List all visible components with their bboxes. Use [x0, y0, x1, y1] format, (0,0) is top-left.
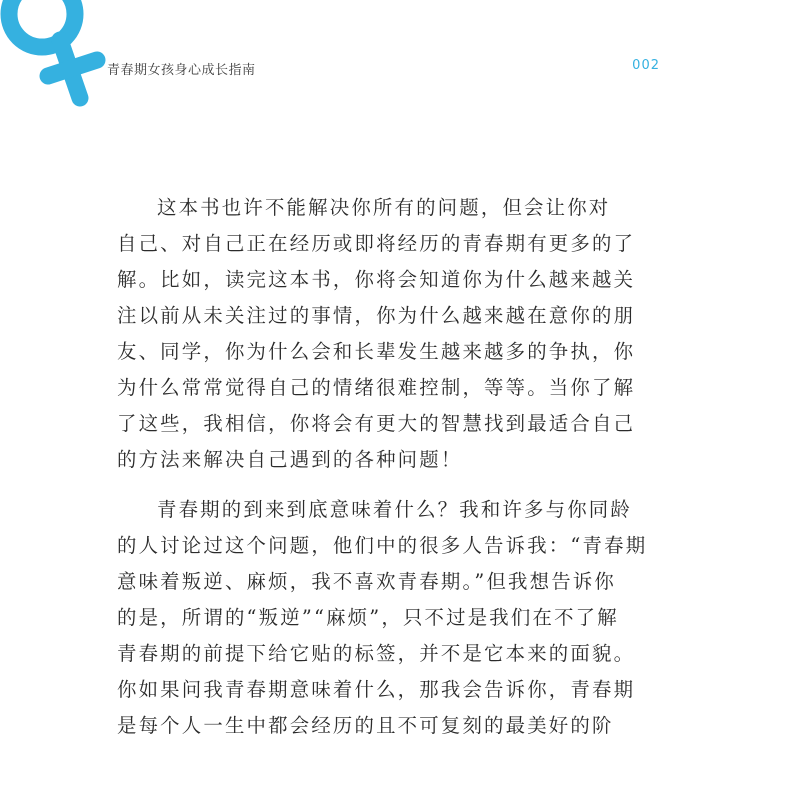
book-title: 青春期女孩身心成长指南	[107, 63, 256, 78]
text-line: 意味着叛逆、麻烦，我不喜欢青春期。”但我想告诉你	[117, 570, 616, 593]
text-line: 的是，所谓的“叛逆”“麻烦”，只不过是我们在不了解	[117, 606, 619, 629]
paragraph	[117, 190, 677, 478]
text-line: 的人讨论过这个问题，他们中的很多人告诉我：“青春期	[117, 534, 648, 557]
text-line: 了这些，我相信，你将会有更大的智慧找到最适合自己	[117, 412, 636, 435]
text-line: 的方法来解决自己遇到的各种问题！	[117, 448, 463, 471]
text-line: 这本书也许不能解决你所有的问题，但会让你对	[157, 196, 611, 219]
text-line: 自己、对自己正在经历或即将经历的青春期有更多的了	[117, 232, 636, 255]
text-line: 解。比如，读完这本书，你将会知道你为什么越来越关	[117, 268, 636, 291]
text-line: 你如果问我青春期意味着什么，那我会告诉你，青春期	[117, 678, 636, 701]
text-line: 为什么常常觉得自己的情绪很难控制，等等。当你了解	[117, 376, 636, 399]
paragraph	[117, 492, 677, 744]
female-symbol-icon	[0, 0, 120, 120]
text-line: 青春期的到来到底意味着什么？我和许多与你同龄	[157, 498, 632, 521]
body-text	[117, 190, 677, 758]
text-line: 友、同学，你为什么会和长辈发生越来越多的争执，你	[117, 340, 636, 363]
text-line: 是每个人一生中都会经历的且不可复刻的最美好的阶	[117, 714, 614, 737]
page-number: 002	[632, 58, 660, 73]
text-line: 青春期的前提下给它贴的标签，并不是它本来的面貌。	[117, 642, 636, 665]
text-line: 注以前从未关注过的事情，你为什么越来越在意你的朋	[117, 304, 636, 327]
